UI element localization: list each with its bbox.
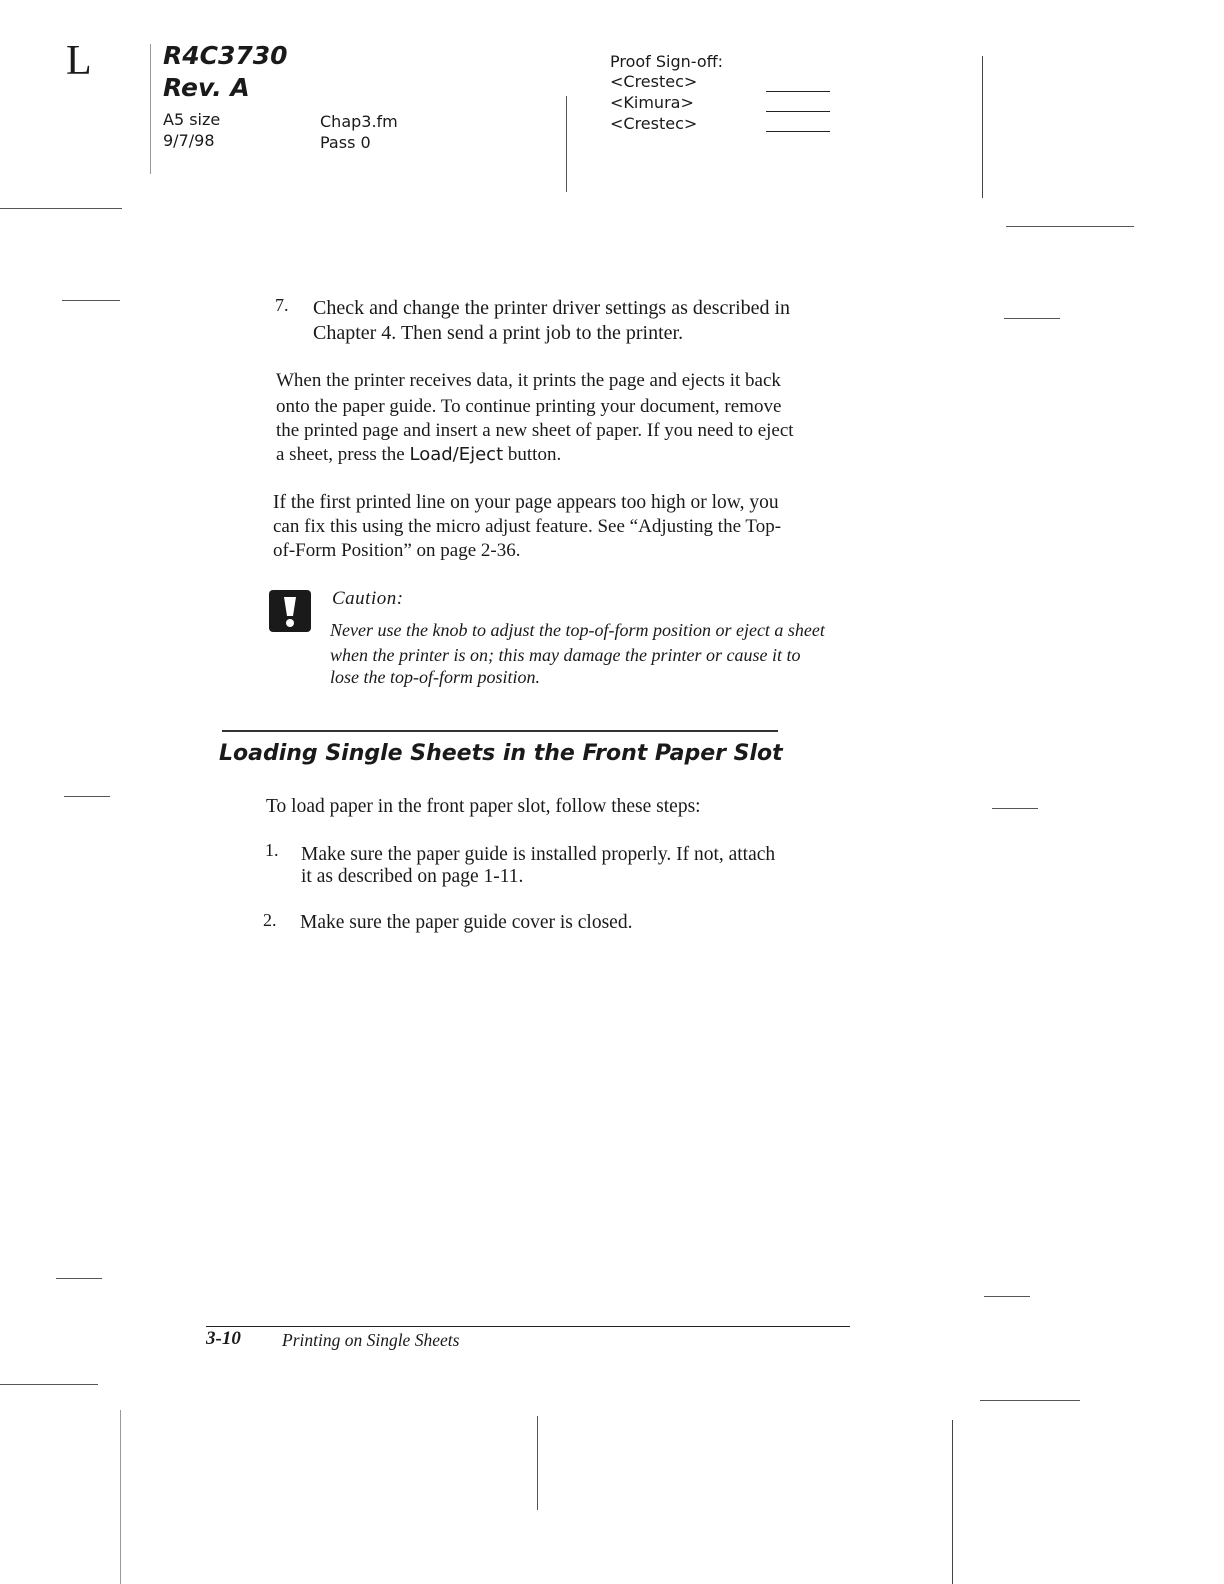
para-1-line-4-post: button. (503, 444, 562, 465)
crop-mark (56, 1278, 102, 1279)
footer-rule (206, 1326, 850, 1327)
crop-mark (1004, 318, 1060, 319)
para-1-line-4-pre: a sheet, press the (276, 444, 410, 465)
step-1-number: 1. (265, 840, 279, 860)
para-1-line-1: When the printer receives data, it prints the page and ejects it back (276, 370, 781, 391)
crop-mark (1006, 226, 1134, 227)
signature-line-1 (766, 91, 830, 92)
proof-name-2: <Kimura> (610, 93, 694, 112)
file-name: Chap3.fm (320, 112, 398, 131)
crop-mark (952, 1420, 953, 1584)
para-1-line-3: the printed page and insert a new sheet of paper. If you need to eject (276, 420, 794, 441)
para-1-line-4 (276, 444, 561, 466)
revision: Rev. A (163, 73, 250, 102)
signature-line-3 (766, 131, 830, 132)
section-heading-rule (222, 730, 778, 732)
header-mid-rule (566, 96, 567, 192)
proof-name-3: <Crestec> (610, 114, 698, 133)
caution-title: Caution: (332, 588, 404, 609)
load-eject-button-name: Load/Eject (409, 444, 504, 465)
header-date: 9/7/98 (163, 131, 215, 150)
crop-mark (537, 1416, 538, 1510)
section-heading: Loading Single Sheets in the Front Paper Slot (219, 741, 783, 766)
caution-text-line-3: lose the top-of-form position. (330, 667, 540, 687)
caution-text-line-1: Never use the knob to adjust the top-of-form position or eject a sheet (330, 620, 825, 640)
footer-chapter-title: Printing on Single Sheets (282, 1330, 460, 1350)
para-2-line-1: If the first printed line on your page appears too high or low, you (273, 492, 779, 513)
step-2-text-line-1: Make sure the paper guide cover is closed. (300, 912, 633, 933)
para-1-line-2: onto the paper guide. To continue printing your document, remove (276, 396, 782, 417)
header-left-rule (150, 44, 151, 174)
crop-mark (120, 1410, 121, 1584)
step-1-text-line-1: Make sure the paper guide is installed properly. If not, attach (301, 844, 776, 865)
crop-mark (0, 1384, 98, 1385)
intro-text: To load paper in the front paper slot, follow these steps: (266, 796, 701, 817)
step-2-number: 2. (263, 910, 277, 930)
crop-mark (992, 808, 1038, 809)
signature-line-2 (766, 111, 830, 112)
caution-icon (269, 590, 311, 632)
paper-size: A5 size (163, 110, 221, 129)
pass-label: Pass 0 (320, 133, 371, 152)
proof-signoff-title: Proof Sign-off: (610, 52, 724, 71)
para-2-line-2: can fix this using the micro adjust feature. See “Adjusting the Top- (273, 516, 782, 537)
crop-mark (64, 796, 110, 797)
crop-mark (62, 300, 120, 301)
crop-mark (980, 1400, 1080, 1401)
crop-mark (984, 1296, 1030, 1297)
step-1-text-line-2: it as described on page 1-11. (301, 866, 524, 887)
header-right-rule (982, 56, 983, 198)
proof-name-1: <Crestec> (610, 72, 698, 91)
step-7-text-line-2: Chapter 4. Then send a print job to the printer. (313, 322, 684, 344)
step-7-text-line-1: Check and change the printer driver settings as described in (313, 297, 791, 319)
page-number: 3-10 (206, 1328, 241, 1349)
para-2-line-3: of-Form Position” on page 2-36. (273, 540, 521, 561)
model-number: R4C3730 (163, 41, 288, 70)
corner-letter: L (66, 38, 92, 84)
step-7-number: 7. (275, 295, 289, 315)
crop-mark (0, 208, 122, 209)
caution-text-line-2: when the printer is on; this may damage the printer or cause it to (330, 645, 801, 665)
